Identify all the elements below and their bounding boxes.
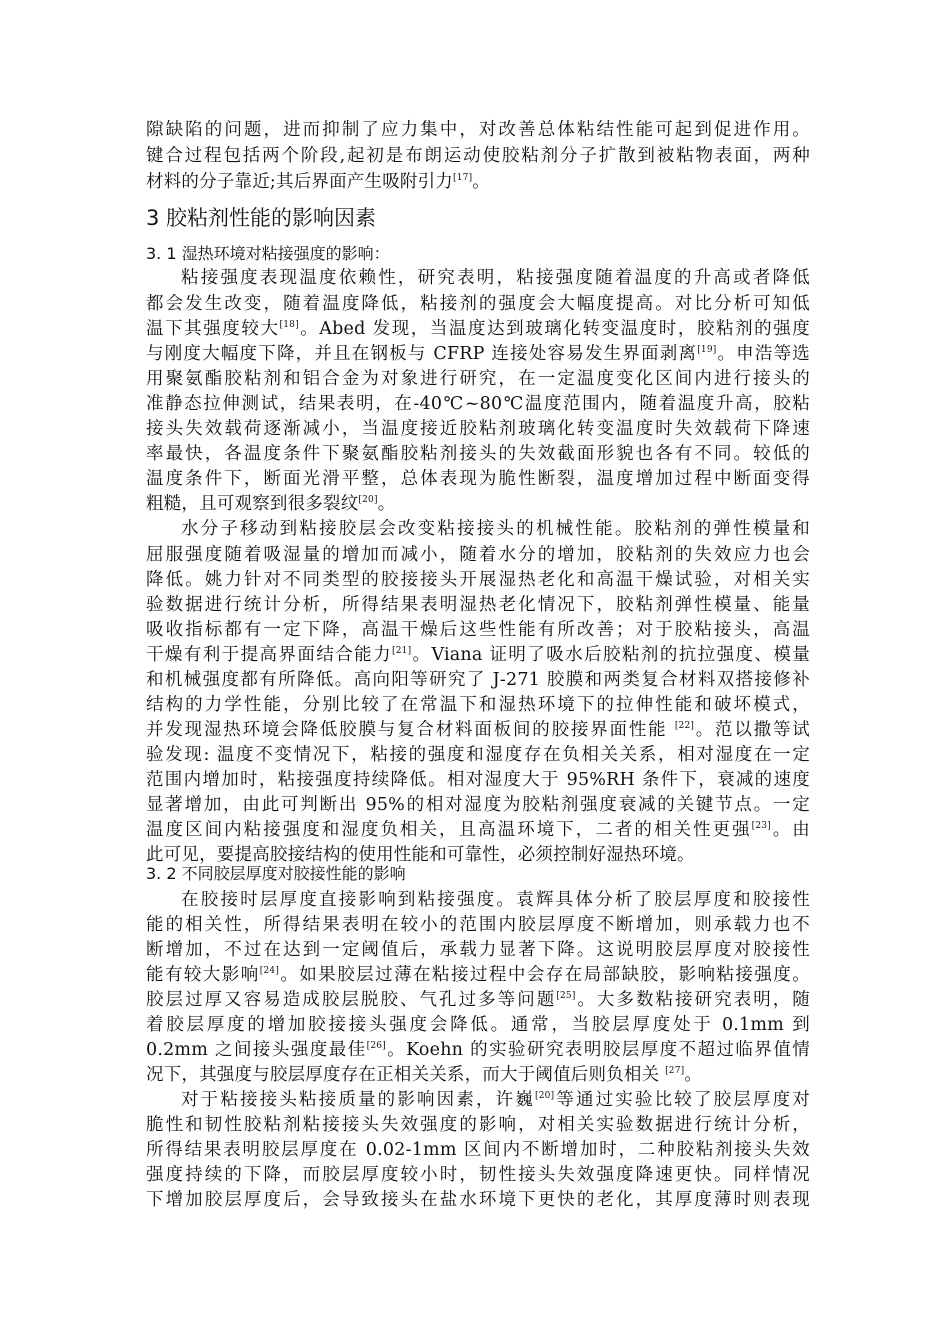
text-line: 接头失效载荷逐渐减小，当温度接近胶粘剂玻璃化转变温度时失效载荷下降速 (146, 419, 810, 439)
citation: [18] (279, 320, 299, 330)
text-line: 范围内增加时，粘接强度持续降低。相对湿度大于 95%RH 条件下，衰减的速度 (146, 770, 810, 790)
citation: [19] (697, 345, 717, 355)
text-line: 脆性和韧性胶粘剂粘接接头失效强度的影响，对相关实验数据进行统计分析， (146, 1115, 810, 1135)
text-line: 能的相关性，所得结果表明在较小的范围内胶层厚度不断增加，则承载力也不 (146, 915, 810, 935)
text-line: 键合过程包括两个阶段,起初是布朗运动使胶粘剂分子扩散到被粘物表面，两种 (146, 146, 810, 166)
text-line: 与刚度大幅度下降，并且在钢板与 CFRP 连接处容易发生界面剥离[19]。申浩等选 (146, 344, 810, 364)
text-line: 此可见，要提高胶接结构的使用性能和可靠性，必须控制好湿热环境。 (146, 845, 695, 865)
text-line: 能有较大影响[24]。如果胶层过薄在粘接过程中会存在局部缺胶，影响粘接强度。 (146, 965, 810, 985)
text-line: 着胶层厚度的增加胶接接头强度会降低。通常，当胶层厚度处于 0.1mm 到 (146, 1015, 810, 1035)
citation: [27] (665, 1066, 685, 1076)
citation: [22] (674, 721, 695, 731)
text-line: 结构的力学性能，分别比较了在常温下和湿热环境下的拉伸性能和破坏模式， (146, 695, 810, 715)
text-line: 降低。姚力针对不同类型的胶接接头开展湿热老化和高温干燥试验，对相关实 (146, 570, 810, 590)
text-line: 准静态拉伸测试，结果表明，在-40℃~80℃温度范围内，随着温度升高，胶粘 (146, 394, 810, 414)
citation: [23] (751, 821, 771, 831)
text-line: 胶层过厚又容易造成胶层脱胶、气孔过多等问题[25]。大多数粘接研究表明，随 (146, 990, 811, 1010)
text-line: 温下其强度较大[18]。Abed 发现，当温度达到玻璃化转变温度时，胶粘剂的强度 (146, 319, 810, 339)
text-line: 况下，其强度与胶层厚度存在正相关关系，而大于阈值后则负相关 [27]。 (146, 1065, 703, 1085)
text-line: 验数据进行统计分析，所得结果表明湿热老化情况下，胶粘剂弹性模量、能量 (146, 595, 810, 615)
text-line: 断增加，不过在达到一定阈值后，承载力显著下降。这说明胶层厚度对胶接性 (146, 940, 810, 960)
text-line: 隙缺陷的问题，进而抑制了应力集中，对改善总体粘结性能可起到促进作用。 (146, 120, 810, 140)
text-line: 下增加胶层厚度后，会导致接头在盐水环境下更快的老化，其厚度薄时则表现 (146, 1190, 810, 1210)
text-line: 屈服强度随着吸湿量的增加而减小，随着水分的增加，胶粘剂的失效应力也会 (146, 545, 810, 565)
text-line: 温度区间内粘接强度和湿度负相关，且高温环境下，二者的相关性更强[23]。由 (146, 820, 810, 840)
subsection-heading: 3. 1 湿热环境对粘接强度的影响： (146, 244, 390, 263)
citation: [21] (392, 646, 412, 656)
text-line: 0.2mm 之间接头强度最佳[26]。Koehn 的实验研究表明胶层厚度不超过临界值情 (146, 1040, 810, 1060)
citation: [24] (259, 966, 280, 976)
section-heading: 3 胶粘剂性能的影响因素 (146, 206, 377, 230)
text-line: 在胶接时层厚度直接影响到粘接强度。袁辉具体分析了胶层厚度和胶接性 (181, 890, 810, 910)
text-line: 强度持续的下降，而胶层厚度较小时，韧性接头失效强度降速更快。同样情况 (146, 1165, 810, 1185)
citation: [25] (556, 991, 576, 1001)
text-line: 材料的分子靠近;其后界面产生吸附引力[17]。 (146, 172, 490, 192)
text-line: 对于粘接接头粘接质量的影响因素，许巍[20]等通过实验比较了胶层厚度对 (181, 1090, 810, 1110)
text-line: 粗糙，且可观察到很多裂纹[20]。 (146, 494, 396, 514)
citation: [17] (453, 173, 473, 183)
subsection-heading: 3. 2 不同胶层厚度对胶接性能的影响 (146, 864, 406, 883)
text-line: 用聚氨酯胶粘剂和铝合金为对象进行研究，在一定温度变化区间内进行接头的 (146, 369, 810, 389)
text-line: 温度条件下，断面光滑平整，总体表现为脆性断裂，温度增加过程中断面变得 (146, 469, 810, 489)
text-line: 所得结果表明胶层厚度在 0.02-1mm 区间内不断增加时，二种胶粘剂接头失效 (146, 1140, 810, 1160)
text-line: 都会发生改变，随着温度降低，粘接剂的强度会大幅度提高。对比分析可知低 (146, 294, 810, 314)
citation: [20] (358, 495, 378, 505)
text-line: 并发现湿热环境会降低胶膜与复合材料面板间的胶接界面性能 [22]。范以撒等试 (146, 720, 810, 740)
text-line: 干燥有利于提高界面结合能力[21]。Viana 证明了吸水后胶粘剂的抗拉强度、模量 (146, 645, 810, 665)
text-line: 吸收指标都有一定下降，高温干燥后这些性能有所改善；对于胶粘接头，高温 (146, 620, 810, 640)
text-line: 水分子移动到粘接胶层会改变粘接接头的机械性能。胶粘剂的弹性模量和 (181, 519, 810, 539)
citation: [20] (535, 1091, 555, 1101)
text-line: 显著增加，由此可判断出 95%的相对湿度为胶粘剂强度衰减的关键节点。一定 (146, 795, 810, 815)
citation: [26] (366, 1041, 386, 1051)
text-line: 率最快，各温度条件下聚氨酯胶粘剂接头的失效截面形貌也各有不同。较低的 (146, 444, 810, 464)
text-line: 和机械强度都有所降低。高向阳等研究了 J-271 胶膜和两类复合材料双搭接修补 (146, 670, 810, 690)
text-line: 验发现: 温度不变情况下，粘接的强度和湿度存在负相关关系，相对湿度在一定 (146, 745, 810, 765)
text-line: 粘接强度表现温度依赖性，研究表明，粘接强度随着温度的升高或者降低 (181, 268, 810, 288)
